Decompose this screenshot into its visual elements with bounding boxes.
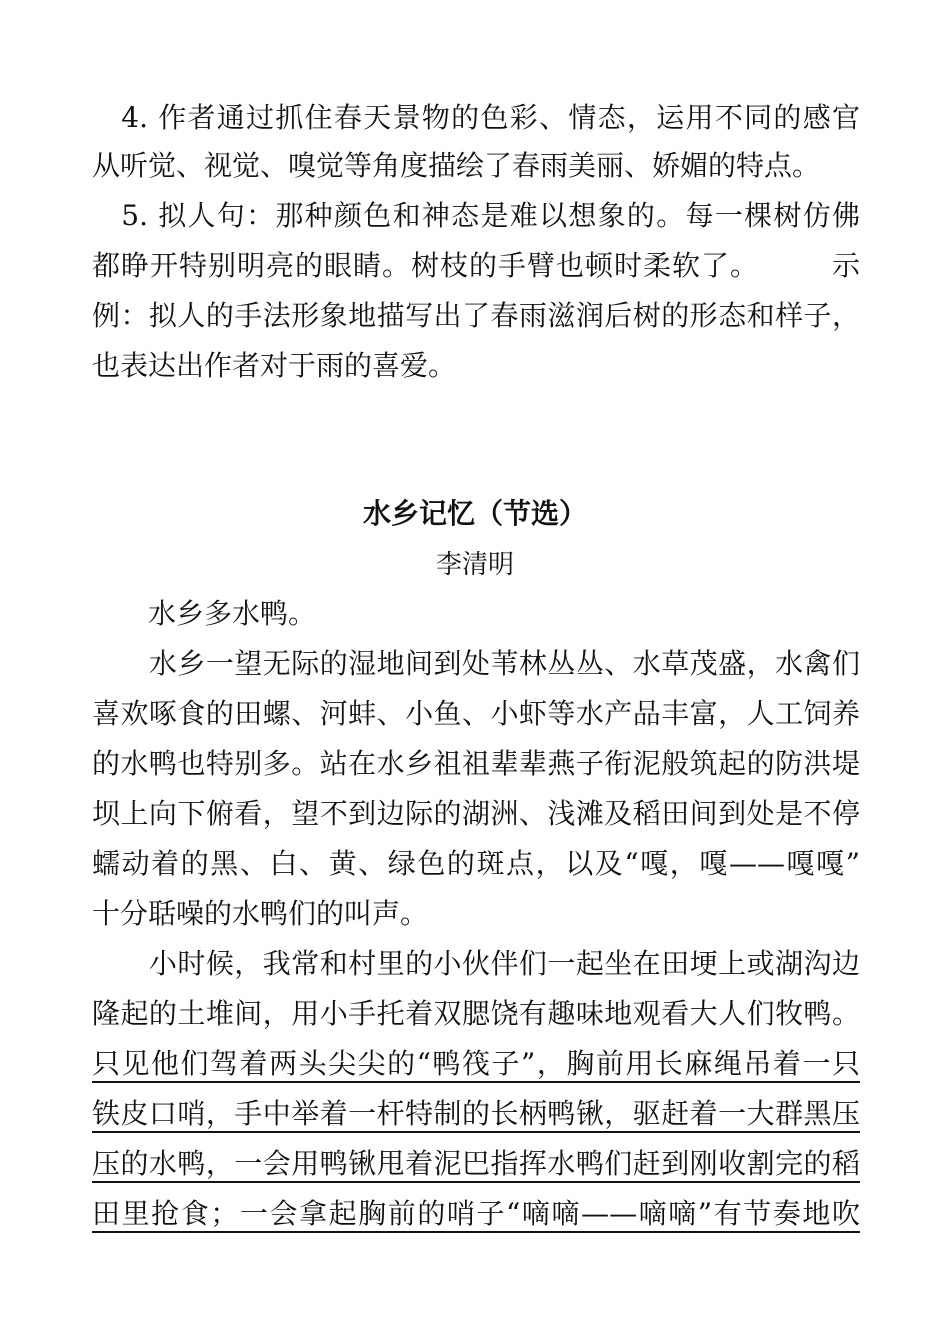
answer-5-line-1: 5. 拟人句：那种颜色和神态是难以想象的。每一棵树仿佛 bbox=[92, 199, 860, 232]
article-title: 水乡记忆（节选） bbox=[362, 497, 587, 530]
paragraph-3-line-2: 隆起的土堆间，用小手托着双腮饶有趣味地观看大人们牧鸭。 bbox=[92, 997, 860, 1030]
paragraph-2-line-3: 的水鸭也特别多。站在水乡祖祖辈辈燕子衔泥般筑起的防洪堤 bbox=[92, 747, 860, 780]
answer-4-line-1: 4. 作者通过抓住春天景物的色彩、情态，运用不同的感官 bbox=[92, 101, 860, 134]
paragraph-3-line-6-underlined: 田里抢食；一会拿起胸前的哨子“嘀嘀——嘀嘀”有节奏地吹 bbox=[92, 1197, 860, 1230]
answer-5-line-4: 也表达出作者对于雨的喜爱。 bbox=[92, 349, 457, 382]
article-author: 李清明 bbox=[435, 550, 514, 580]
paragraph-2-line-6: 十分聒噪的水鸭们的叫声。 bbox=[92, 897, 429, 930]
paragraph-2-line-1: 水乡一望无际的湿地间到处苇林丛丛、水草茂盛，水禽们 bbox=[92, 647, 860, 680]
paragraph-2-line-2: 喜欢啄食的田螺、河蚌、小鱼、小虾等水产品丰富，人工饲养 bbox=[92, 697, 860, 730]
paragraph-3-line-3-underlined: 只见他们驾着两头尖尖的“鸭筏子”，胸前用长麻绳吊着一只 bbox=[92, 1047, 860, 1080]
paragraph-3-line-1: 小时候，我常和村里的小伙伴们一起坐在田埂上或湖沟边 bbox=[92, 947, 860, 980]
answer-5-line-3: 例：拟人的手法形象地描写出了春雨滋润后树的形态和样子， bbox=[92, 299, 860, 332]
paragraph-3-line-5-underlined: 压的水鸭，一会用鸭锹甩着泥巴指挥水鸭们赶到刚收割完的稻 bbox=[92, 1147, 860, 1180]
paragraph-1-line-1: 水乡多水鸭。 bbox=[92, 597, 317, 630]
paragraph-2-line-4: 坝上向下俯看，望不到边际的湖洲、浅滩及稻田间到处是不停 bbox=[92, 797, 860, 830]
answer-4-line-2: 从听觉、视觉、嗅觉等角度描绘了春雨美丽、娇媚的特点。 bbox=[92, 149, 821, 182]
answer-5-line-2: 都睁开特别明亮的眼睛。树枝的手臂也顿时柔软了。 示 bbox=[92, 249, 860, 282]
paragraph-2-line-5: 蠕动着的黑、白、黄、绿色的斑点，以及“嘎，嘎——嘎嘎” bbox=[92, 847, 860, 880]
paragraph-3-line-4-underlined: 铁皮口哨，手中举着一杆特制的长柄鸭锹，驱赶着一大群黑压 bbox=[92, 1097, 860, 1130]
